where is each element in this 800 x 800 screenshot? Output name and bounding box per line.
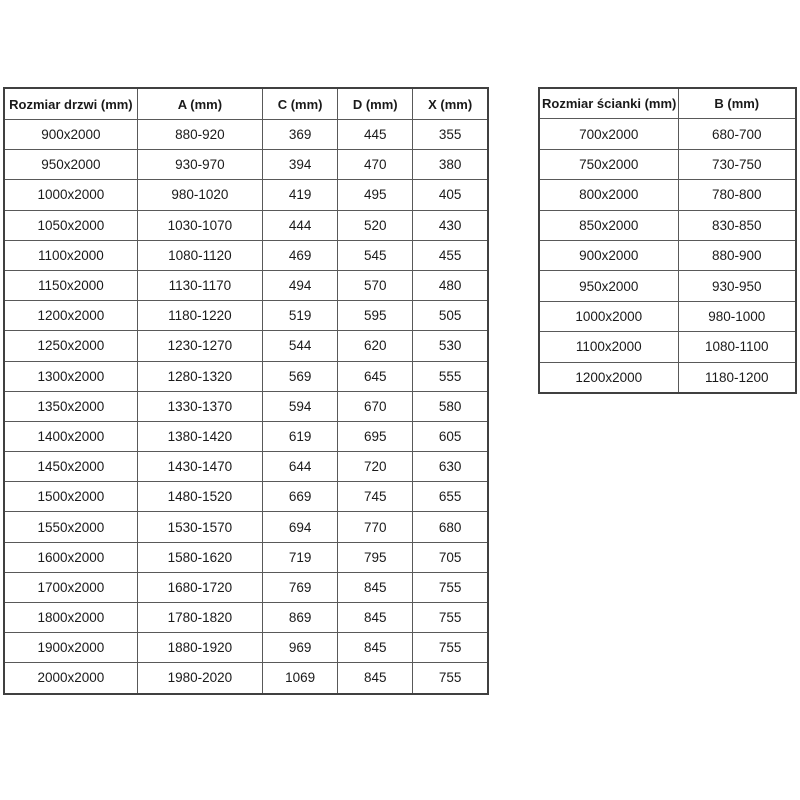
table-cell: 755 bbox=[413, 663, 488, 694]
table-row bbox=[539, 362, 796, 393]
table-cell: 695 bbox=[338, 421, 413, 451]
table-row bbox=[4, 331, 488, 361]
table-cell: 445 bbox=[338, 120, 413, 150]
table-cell: 1030-1070 bbox=[137, 210, 262, 240]
table-cell: 1080-1100 bbox=[678, 332, 796, 362]
table-cell: 1500x2000 bbox=[4, 482, 137, 512]
table-cell: 1380-1420 bbox=[137, 421, 262, 451]
table-cell: 545 bbox=[338, 240, 413, 270]
table-cell: 845 bbox=[338, 633, 413, 663]
table-cell: 1130-1170 bbox=[137, 270, 262, 300]
door-sizes-table-header bbox=[4, 88, 488, 120]
table-row bbox=[4, 301, 488, 331]
table-cell: 455 bbox=[413, 240, 488, 270]
table-cell: 769 bbox=[263, 572, 338, 602]
table-cell: 495 bbox=[338, 180, 413, 210]
column-header: C (mm) bbox=[263, 88, 338, 120]
table-row bbox=[4, 482, 488, 512]
table-cell: 1250x2000 bbox=[4, 331, 137, 361]
table-cell: 845 bbox=[338, 572, 413, 602]
column-header: D (mm) bbox=[338, 88, 413, 120]
table-cell: 470 bbox=[338, 150, 413, 180]
table-cell: 394 bbox=[263, 150, 338, 180]
table-cell: 795 bbox=[338, 542, 413, 572]
table-cell: 670 bbox=[338, 391, 413, 421]
table-row bbox=[539, 180, 796, 210]
table-cell: 595 bbox=[338, 301, 413, 331]
table-cell: 1550x2000 bbox=[4, 512, 137, 542]
table-cell: 845 bbox=[338, 663, 413, 694]
table-cell: 900x2000 bbox=[539, 240, 678, 270]
table-cell: 680-700 bbox=[678, 119, 796, 149]
table-cell: 544 bbox=[263, 331, 338, 361]
table-cell: 1480-1520 bbox=[137, 482, 262, 512]
table-cell: 1100x2000 bbox=[4, 240, 137, 270]
table-cell: 1200x2000 bbox=[539, 362, 678, 393]
table-cell: 869 bbox=[263, 603, 338, 633]
table-row bbox=[539, 210, 796, 240]
table-cell: 1280-1320 bbox=[137, 361, 262, 391]
table-cell: 950x2000 bbox=[539, 271, 678, 301]
table-row bbox=[539, 119, 796, 149]
table-cell: 1000x2000 bbox=[4, 180, 137, 210]
table-cell: 645 bbox=[338, 361, 413, 391]
table-cell: 430 bbox=[413, 210, 488, 240]
table-row bbox=[4, 512, 488, 542]
wall-sizes-table bbox=[538, 87, 797, 394]
table-row bbox=[539, 332, 796, 362]
column-header: B (mm) bbox=[678, 88, 796, 119]
door-sizes-table bbox=[3, 87, 489, 695]
table-cell: 700x2000 bbox=[539, 119, 678, 149]
table-cell: 644 bbox=[263, 452, 338, 482]
table-cell: 1450x2000 bbox=[4, 452, 137, 482]
table-cell: 1000x2000 bbox=[539, 301, 678, 331]
table-cell: 655 bbox=[413, 482, 488, 512]
table-cell: 845 bbox=[338, 603, 413, 633]
table-cell: 494 bbox=[263, 270, 338, 300]
table-cell: 800x2000 bbox=[539, 180, 678, 210]
table-row bbox=[539, 149, 796, 179]
table-cell: 669 bbox=[263, 482, 338, 512]
table-cell: 1230-1270 bbox=[137, 331, 262, 361]
table-cell: 980-1020 bbox=[137, 180, 262, 210]
table-cell: 355 bbox=[413, 120, 488, 150]
table-cell: 1980-2020 bbox=[137, 663, 262, 694]
table-cell: 1700x2000 bbox=[4, 572, 137, 602]
column-header: X (mm) bbox=[413, 88, 488, 120]
table-cell: 755 bbox=[413, 572, 488, 602]
header-row bbox=[4, 88, 488, 120]
table-cell: 755 bbox=[413, 633, 488, 663]
table-cell: 1880-1920 bbox=[137, 633, 262, 663]
table-cell: 419 bbox=[263, 180, 338, 210]
table-row bbox=[4, 150, 488, 180]
table-cell: 680 bbox=[413, 512, 488, 542]
table-row bbox=[4, 663, 488, 694]
table-cell: 930-950 bbox=[678, 271, 796, 301]
header-row bbox=[539, 88, 796, 119]
table-cell: 555 bbox=[413, 361, 488, 391]
table-row bbox=[4, 240, 488, 270]
table-row bbox=[4, 270, 488, 300]
wall-sizes-table-header bbox=[539, 88, 796, 119]
table-cell: 520 bbox=[338, 210, 413, 240]
table-row bbox=[4, 391, 488, 421]
table-cell: 770 bbox=[338, 512, 413, 542]
table-cell: 1200x2000 bbox=[4, 301, 137, 331]
table-cell: 745 bbox=[338, 482, 413, 512]
table-cell: 780-800 bbox=[678, 180, 796, 210]
table-row bbox=[539, 271, 796, 301]
table-row bbox=[4, 452, 488, 482]
table-cell: 720 bbox=[338, 452, 413, 482]
table-cell: 1350x2000 bbox=[4, 391, 137, 421]
table-cell: 380 bbox=[413, 150, 488, 180]
table-cell: 730-750 bbox=[678, 149, 796, 179]
table-cell: 950x2000 bbox=[4, 150, 137, 180]
table-cell: 1780-1820 bbox=[137, 603, 262, 633]
table-cell: 1300x2000 bbox=[4, 361, 137, 391]
table-cell: 594 bbox=[263, 391, 338, 421]
table-cell: 605 bbox=[413, 421, 488, 451]
table-cell: 469 bbox=[263, 240, 338, 270]
table-row bbox=[4, 361, 488, 391]
table-cell: 1900x2000 bbox=[4, 633, 137, 663]
table-cell: 530 bbox=[413, 331, 488, 361]
table-cell: 1600x2000 bbox=[4, 542, 137, 572]
table-cell: 1530-1570 bbox=[137, 512, 262, 542]
table-row bbox=[539, 301, 796, 331]
table-cell: 719 bbox=[263, 542, 338, 572]
table-row bbox=[4, 603, 488, 633]
table-cell: 1680-1720 bbox=[137, 572, 262, 602]
table-cell: 1330-1370 bbox=[137, 391, 262, 421]
table-cell: 930-970 bbox=[137, 150, 262, 180]
table-row bbox=[4, 421, 488, 451]
table-cell: 1150x2000 bbox=[4, 270, 137, 300]
door-sizes-table-body bbox=[4, 120, 488, 694]
table-row bbox=[4, 180, 488, 210]
table-cell: 519 bbox=[263, 301, 338, 331]
table-cell: 1580-1620 bbox=[137, 542, 262, 572]
table-cell: 480 bbox=[413, 270, 488, 300]
table-cell: 1050x2000 bbox=[4, 210, 137, 240]
table-cell: 505 bbox=[413, 301, 488, 331]
table-cell: 1800x2000 bbox=[4, 603, 137, 633]
table-cell: 830-850 bbox=[678, 210, 796, 240]
table-cell: 369 bbox=[263, 120, 338, 150]
table-cell: 705 bbox=[413, 542, 488, 572]
table-cell: 444 bbox=[263, 210, 338, 240]
table-cell: 1080-1120 bbox=[137, 240, 262, 270]
column-header: A (mm) bbox=[137, 88, 262, 120]
table-cell: 694 bbox=[263, 512, 338, 542]
table-row bbox=[4, 120, 488, 150]
table-cell: 1069 bbox=[263, 663, 338, 694]
table-row bbox=[4, 633, 488, 663]
table-cell: 570 bbox=[338, 270, 413, 300]
table-cell: 569 bbox=[263, 361, 338, 391]
table-cell: 1430-1470 bbox=[137, 452, 262, 482]
table-cell: 900x2000 bbox=[4, 120, 137, 150]
table-cell: 880-920 bbox=[137, 120, 262, 150]
table-cell: 619 bbox=[263, 421, 338, 451]
table-cell: 980-1000 bbox=[678, 301, 796, 331]
table-cell: 1180-1200 bbox=[678, 362, 796, 393]
table-cell: 755 bbox=[413, 603, 488, 633]
table-cell: 2000x2000 bbox=[4, 663, 137, 694]
table-row bbox=[4, 542, 488, 572]
table-cell: 1100x2000 bbox=[539, 332, 678, 362]
table-cell: 405 bbox=[413, 180, 488, 210]
table-cell: 969 bbox=[263, 633, 338, 663]
table-cell: 580 bbox=[413, 391, 488, 421]
column-header: Rozmiar ścianki (mm) bbox=[539, 88, 678, 119]
wall-sizes-table-body bbox=[539, 119, 796, 393]
table-cell: 880-900 bbox=[678, 240, 796, 270]
table-cell: 620 bbox=[338, 331, 413, 361]
column-header: Rozmiar drzwi (mm) bbox=[4, 88, 137, 120]
table-cell: 1400x2000 bbox=[4, 421, 137, 451]
table-cell: 630 bbox=[413, 452, 488, 482]
table-cell: 750x2000 bbox=[539, 149, 678, 179]
table-row bbox=[4, 210, 488, 240]
table-row bbox=[539, 240, 796, 270]
table-cell: 1180-1220 bbox=[137, 301, 262, 331]
table-cell: 850x2000 bbox=[539, 210, 678, 240]
table-row bbox=[4, 572, 488, 602]
